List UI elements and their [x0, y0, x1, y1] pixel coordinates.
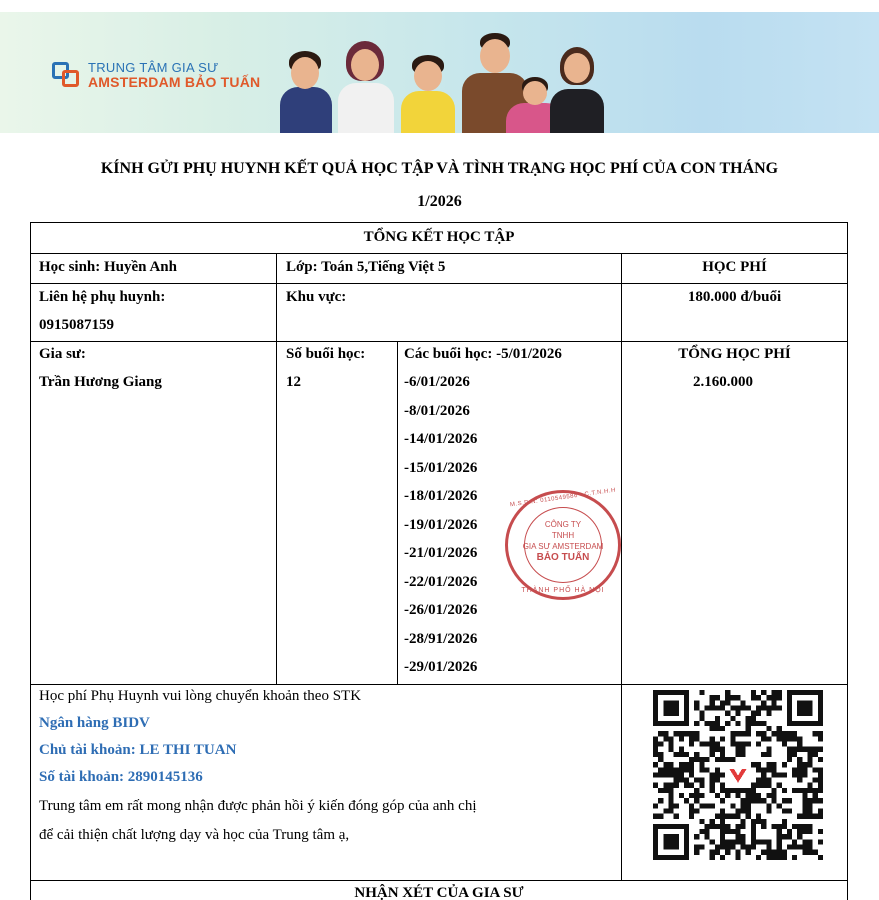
- session-date: -22/01/2026: [404, 573, 478, 590]
- session-date: -21/01/2026: [404, 545, 478, 561]
- sessions-count: 12: [286, 374, 301, 390]
- company-seal-stamp: [505, 487, 621, 600]
- sessions-label: Số buổi học:: [286, 346, 366, 362]
- fee-header: HỌC PHÍ: [702, 259, 767, 275]
- logo-icon: [52, 62, 82, 88]
- bank-name: Ngân hàng BIDV: [39, 715, 150, 731]
- stamp-ring-top: M.S.D.N: 0110549586 - C.T.N.H.H: [509, 487, 617, 509]
- feedback-line-1: Trung tâm em rất mong nhận được phản hồi ý kiến đóng góp của anh chị: [39, 798, 477, 814]
- total-fee-header: TỔNG HỌC PHÍ: [678, 346, 791, 362]
- stamp-line-2: TNHH: [551, 531, 575, 540]
- stamp-line-4: BẢO TUẤN: [536, 552, 590, 563]
- class-subjects: Lớp: Toán 5,Tiếng Việt 5: [286, 259, 446, 275]
- session-date: -26/01/2026: [404, 602, 478, 618]
- parent-contact-label: Liên hệ phụ huynh:: [39, 289, 166, 305]
- session-date: -8/01/2026: [404, 402, 470, 419]
- page-title-month: 1/2026: [417, 193, 462, 210]
- tutor-comment-header: NHẬN XÉT CỦA GIA SƯ: [354, 885, 524, 900]
- session-date: -6/01/2026: [404, 374, 470, 390]
- stamp-line-3: GIA SƯ AMSTERDAM: [522, 542, 604, 551]
- session-date: -15/01/2026: [404, 459, 478, 476]
- parent-contact-value: 0915087159: [39, 317, 114, 333]
- table-header: TỔNG KẾT HỌC TẬP: [363, 229, 515, 245]
- center-logo: [52, 60, 260, 90]
- sessions-dates-label: Các buổi học: -5/01/2026: [404, 346, 562, 362]
- stamp-ring-bottom: THÀNH PHỐ HÀ NỘI: [521, 587, 605, 594]
- feedback-line-2: để cải thiện chất lượng dạy và học của Trung tâm ạ,: [39, 827, 350, 843]
- session-date: -28/91/2026: [404, 630, 478, 647]
- logo-line1: TRUNG TÂM GIA SƯ: [88, 60, 219, 75]
- session-date: -19/01/2026: [404, 516, 478, 533]
- logo-line2: AMSTERDAM BẢO TUẤN: [88, 74, 261, 90]
- tutor-name: Trần Hương Giang: [39, 374, 162, 390]
- total-fee-value: 2.160.000: [693, 374, 753, 390]
- session-date: -29/01/2026: [404, 659, 478, 675]
- student-name: Học sinh: Huyền Anh: [39, 259, 177, 275]
- area-label: Khu vực:: [286, 289, 347, 305]
- qr-center-logo: [725, 762, 751, 788]
- stamp-line-1: CÔNG TY: [544, 520, 582, 529]
- tutor-label: Gia sư:: [39, 346, 86, 362]
- banner-photo: [270, 32, 610, 133]
- header-banner: [0, 12, 879, 133]
- page-title: KÍNH GỬI PHỤ HUYNH KẾT QUẢ HỌC TẬP VÀ TÌNH TRẠNG HỌC PHÍ CỦA CON THÁNG: [100, 160, 779, 177]
- payment-note: Học phí Phụ Huynh vui lòng chuyển khoản theo STK: [39, 688, 362, 704]
- session-date: -18/01/2026: [404, 488, 478, 504]
- account-holder: Chủ tài khoản: LE THI TUAN: [39, 742, 237, 758]
- fee-per-session: 180.000 đ/buổi: [687, 289, 782, 305]
- payment-qr-code[interactable]: [653, 690, 823, 860]
- session-date: -14/01/2026: [404, 431, 478, 447]
- account-number: Số tài khoản: 2890145136: [39, 769, 203, 785]
